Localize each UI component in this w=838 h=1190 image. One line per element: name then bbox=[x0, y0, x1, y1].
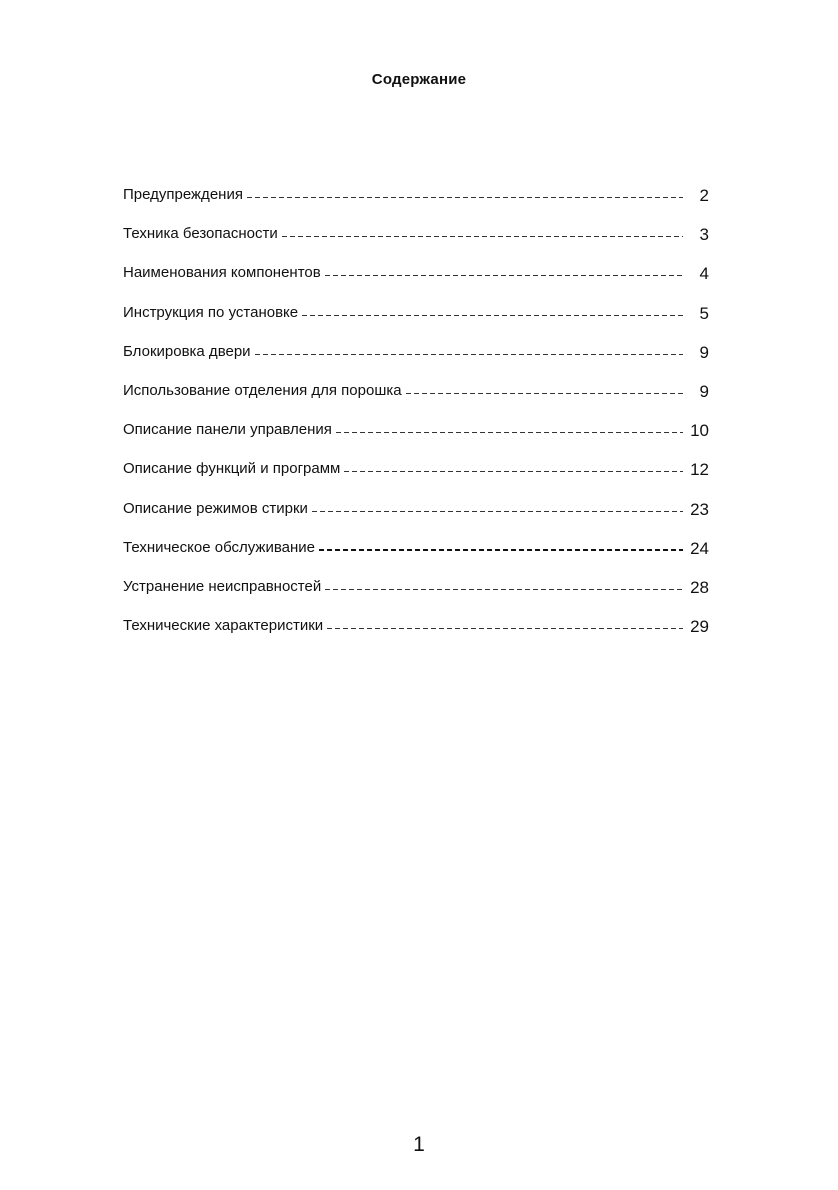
toc-leader bbox=[302, 301, 683, 325]
toc-leader bbox=[255, 340, 683, 364]
toc-row bbox=[123, 222, 715, 261]
toc-leader bbox=[247, 183, 683, 207]
toc-row bbox=[123, 536, 715, 575]
toc-page-number: 5 bbox=[699, 303, 709, 323]
toc-leader bbox=[344, 457, 683, 481]
toc-page-number: 10 bbox=[690, 421, 709, 441]
toc-label: Техническое обслуживание bbox=[123, 538, 315, 556]
toc-page-number: 12 bbox=[690, 460, 709, 480]
toc-label: Описание функций и программ bbox=[123, 460, 341, 478]
toc-page-number: 28 bbox=[690, 577, 709, 597]
toc-leader bbox=[325, 575, 683, 599]
page-title: Содержание bbox=[371, 71, 467, 88]
toc-page-number: 2 bbox=[699, 186, 709, 205]
toc-label: Описание режимов стирки bbox=[123, 499, 308, 517]
toc-label: Техника безопасности bbox=[123, 225, 278, 243]
toc-label: Использование отделения для порошка bbox=[123, 381, 402, 399]
toc-row bbox=[123, 497, 715, 536]
toc-page-number: 3 bbox=[699, 225, 709, 245]
toc-page-number: 9 bbox=[699, 342, 709, 362]
toc-leader bbox=[319, 536, 683, 560]
page-footer-number: 1 bbox=[413, 1133, 425, 1156]
toc-leader bbox=[327, 614, 683, 638]
toc-row bbox=[123, 379, 715, 418]
toc-row bbox=[123, 614, 715, 653]
toc-leader bbox=[282, 222, 683, 246]
toc-page-number: 24 bbox=[690, 538, 709, 558]
toc-label: Инструкция по установке bbox=[123, 303, 299, 321]
toc-row bbox=[123, 340, 715, 379]
toc-page-number: 29 bbox=[690, 617, 709, 637]
toc-leader bbox=[406, 379, 683, 403]
toc-label: Описание панели управления bbox=[123, 421, 332, 439]
toc-page-number: 9 bbox=[699, 381, 709, 401]
toc-label: Наименования компонентов bbox=[123, 264, 321, 282]
toc-row bbox=[123, 457, 715, 496]
toc-leader bbox=[312, 497, 683, 521]
toc-page-number: 23 bbox=[690, 499, 709, 519]
toc-page-number: 4 bbox=[699, 264, 709, 284]
toc-leader bbox=[325, 261, 683, 285]
toc-row bbox=[123, 301, 715, 340]
toc-row bbox=[123, 183, 715, 222]
toc-row bbox=[123, 261, 715, 300]
toc-label: Предупреждения bbox=[123, 186, 243, 203]
toc-label: Блокировка двери bbox=[123, 342, 251, 360]
toc-label: Устранение неисправностей bbox=[123, 577, 322, 595]
table-of-contents bbox=[123, 183, 715, 653]
toc-label: Технические характеристики bbox=[123, 617, 324, 635]
toc-leader bbox=[336, 418, 683, 442]
toc-row bbox=[123, 575, 715, 614]
toc-row bbox=[123, 418, 715, 457]
